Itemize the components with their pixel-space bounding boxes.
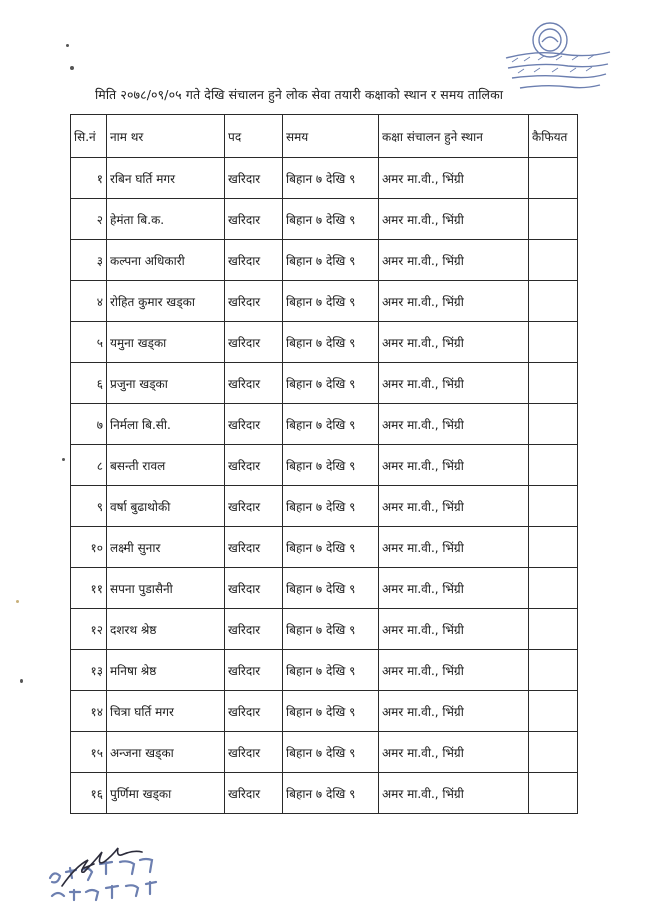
cell-name: पुर्णिमा खड्का [107, 773, 225, 814]
cell-name: मनिषा श्रेष्ठ [107, 650, 225, 691]
scan-speck [70, 66, 74, 70]
cell-place: अमर मा.वी., भिंग्री [379, 773, 529, 814]
cell-place: अमर मा.वी., भिंग्री [379, 158, 529, 199]
cell-post: खरिदार [225, 732, 283, 773]
cell-remark [529, 240, 578, 281]
table-row [71, 404, 578, 445]
table-row [71, 568, 578, 609]
column-header-post: पद [225, 115, 283, 158]
column-header-serial: सि.नं [71, 115, 107, 158]
cell-time: बिहान ७ देखि ९ [283, 486, 379, 527]
cell-post: खरिदार [225, 650, 283, 691]
cell-place: अमर मा.वी., भिंग्री [379, 240, 529, 281]
cell-serial: १ [71, 158, 107, 199]
cell-remark [529, 158, 578, 199]
cell-name: सपना पुडासैनी [107, 568, 225, 609]
cell-remark [529, 281, 578, 322]
class-schedule-table [70, 114, 578, 814]
cell-post: खरिदार [225, 281, 283, 322]
cell-serial: १२ [71, 609, 107, 650]
scan-speck [62, 458, 65, 461]
cell-remark [529, 609, 578, 650]
cell-post: खरिदार [225, 404, 283, 445]
cell-time: बिहान ७ देखि ९ [283, 199, 379, 240]
cell-time: बिहान ७ देखि ९ [283, 527, 379, 568]
cell-time: बिहान ७ देखि ९ [283, 609, 379, 650]
cell-time: बिहान ७ देखि ९ [283, 691, 379, 732]
cell-time: बिहान ७ देखि ९ [283, 158, 379, 199]
cell-place: अमर मा.वी., भिंग्री [379, 650, 529, 691]
cell-name: यमुना खड्का [107, 322, 225, 363]
cell-name: दशरथ श्रेष्ठ [107, 609, 225, 650]
officer-signature-stamp [22, 838, 192, 908]
cell-place: अमर मा.वी., भिंग्री [379, 445, 529, 486]
cell-post: खरिदार [225, 527, 283, 568]
cell-post: खरिदार [225, 240, 283, 281]
cell-time: बिहान ७ देखि ९ [283, 568, 379, 609]
cell-serial: ९ [71, 486, 107, 527]
cell-serial: १६ [71, 773, 107, 814]
cell-place: अमर मा.वी., भिंग्री [379, 281, 529, 322]
cell-remark [529, 773, 578, 814]
table-row [71, 609, 578, 650]
cell-remark [529, 445, 578, 486]
cell-post: खरिदार [225, 158, 283, 199]
cell-serial: ३ [71, 240, 107, 281]
cell-remark [529, 199, 578, 240]
cell-place: अमर मा.वी., भिंग्री [379, 609, 529, 650]
table-row [71, 322, 578, 363]
cell-place: अमर मा.वी., भिंग्री [379, 568, 529, 609]
cell-serial: १३ [71, 650, 107, 691]
table-row [71, 240, 578, 281]
cell-remark [529, 527, 578, 568]
table-row [71, 363, 578, 404]
cell-remark [529, 322, 578, 363]
cell-post: खरिदार [225, 322, 283, 363]
cell-remark [529, 486, 578, 527]
cell-place: अमर मा.वी., भिंग्री [379, 486, 529, 527]
cell-serial: ६ [71, 363, 107, 404]
table-row [71, 527, 578, 568]
cell-serial: ५ [71, 322, 107, 363]
table-row [71, 486, 578, 527]
scan-speck [66, 44, 69, 47]
cell-place: अमर मा.वी., भिंग्री [379, 363, 529, 404]
cell-place: अमर मा.वी., भिंग्री [379, 527, 529, 568]
cell-post: खरिदार [225, 445, 283, 486]
scan-speck [20, 679, 23, 683]
table-row [71, 773, 578, 814]
cell-place: अमर मा.वी., भिंग्री [379, 691, 529, 732]
cell-remark [529, 404, 578, 445]
cell-remark [529, 691, 578, 732]
cell-place: अमर मा.वी., भिंग्री [379, 322, 529, 363]
scan-speck [16, 600, 19, 603]
cell-serial: १५ [71, 732, 107, 773]
cell-remark [529, 650, 578, 691]
cell-name: रबिन घर्ति मगर [107, 158, 225, 199]
cell-time: बिहान ७ देखि ९ [283, 240, 379, 281]
cell-post: खरिदार [225, 486, 283, 527]
cell-time: बिहान ७ देखि ९ [283, 732, 379, 773]
table-row [71, 158, 578, 199]
cell-time: बिहान ७ देखि ९ [283, 445, 379, 486]
cell-remark [529, 732, 578, 773]
column-header-time: समय [283, 115, 379, 158]
cell-place: अमर मा.वी., भिंग्री [379, 732, 529, 773]
cell-name: प्रजुना खड्का [107, 363, 225, 404]
cell-time: बिहान ७ देखि ९ [283, 363, 379, 404]
column-header-remark: कैफियत [529, 115, 578, 158]
cell-name: अन्जना खड्का [107, 732, 225, 773]
table-row [71, 281, 578, 322]
cell-name: हेमंता बि.क. [107, 199, 225, 240]
cell-name: कल्पना अधिकारी [107, 240, 225, 281]
cell-remark [529, 363, 578, 404]
cell-serial: ४ [71, 281, 107, 322]
cell-post: खरिदार [225, 199, 283, 240]
table-row [71, 445, 578, 486]
column-header-place: कक्षा संचालन हुने स्थान [379, 115, 529, 158]
cell-time: बिहान ७ देखि ९ [283, 650, 379, 691]
cell-serial: १० [71, 527, 107, 568]
cell-time: बिहान ७ देखि ९ [283, 322, 379, 363]
column-header-name: नाम थर [107, 115, 225, 158]
cell-name: रोहित कुमार खड्का [107, 281, 225, 322]
cell-name: निर्मला बि.सी. [107, 404, 225, 445]
cell-serial: ८ [71, 445, 107, 486]
cell-post: खरिदार [225, 363, 283, 404]
table-row [71, 691, 578, 732]
cell-time: बिहान ७ देखि ९ [283, 773, 379, 814]
cell-serial: २ [71, 199, 107, 240]
table-row [71, 199, 578, 240]
table-row [71, 732, 578, 773]
cell-post: खरिदार [225, 568, 283, 609]
cell-serial: १४ [71, 691, 107, 732]
cell-post: खरिदार [225, 773, 283, 814]
cell-name: लक्ष्मी सुनार [107, 527, 225, 568]
cell-post: खरिदार [225, 691, 283, 732]
cell-name: बसन्ती रावल [107, 445, 225, 486]
cell-place: अमर मा.वी., भिंग्री [379, 199, 529, 240]
cell-remark [529, 568, 578, 609]
cell-serial: ११ [71, 568, 107, 609]
cell-time: बिहान ७ देखि ९ [283, 281, 379, 322]
cell-post: खरिदार [225, 609, 283, 650]
cell-serial: ७ [71, 404, 107, 445]
cell-name: चित्रा घर्ति मगर [107, 691, 225, 732]
document-heading: मिति २०७८/०९/०५ गते देखि संचालन हुने लोक सेवा तयारी कक्षाको स्थान र समय तालिका [95, 87, 504, 102]
cell-time: बिहान ७ देखि ९ [283, 404, 379, 445]
table-header-row [71, 115, 578, 158]
table-row [71, 650, 578, 691]
cell-place: अमर मा.वी., भिंग्री [379, 404, 529, 445]
cell-name: वर्षा बुढाथोकी [107, 486, 225, 527]
